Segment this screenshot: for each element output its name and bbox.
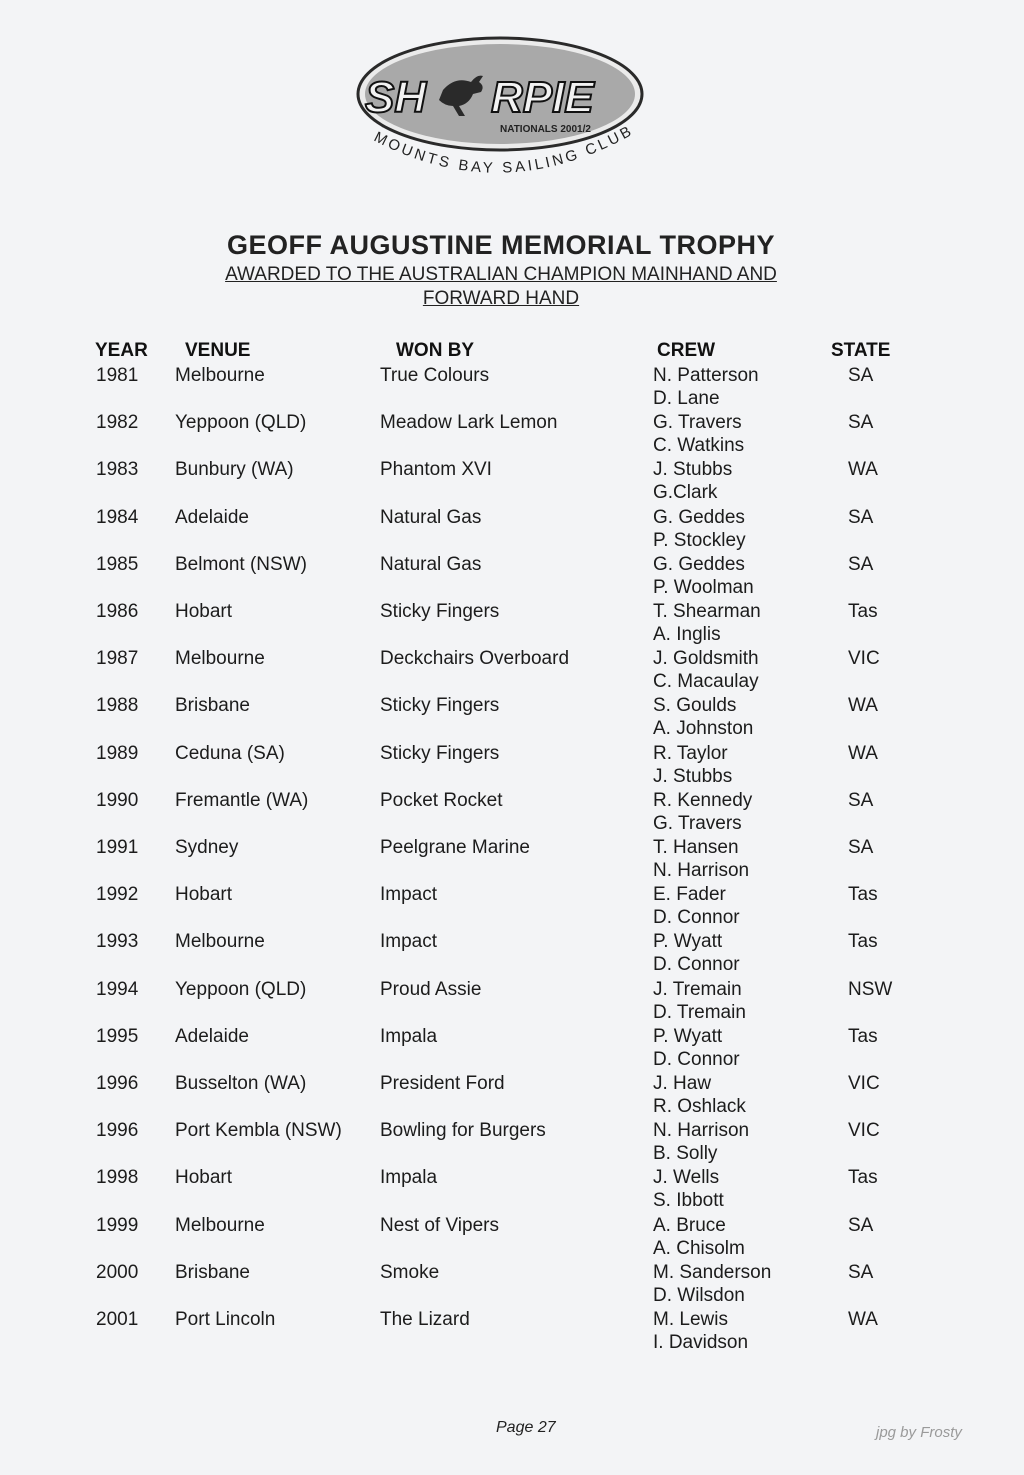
row-venue: Brisbane [175, 1261, 250, 1283]
row-state: SA [848, 1214, 874, 1236]
row-venue: Port Kembla (NSW) [175, 1120, 342, 1142]
table-row [0, 1072, 1024, 1119]
row-crew-forward: C. Watkins [653, 435, 745, 457]
row-year: 1987 [96, 648, 139, 670]
row-crew-forward: D. Wilsdon [653, 1284, 745, 1306]
row-venue: Brisbane [175, 695, 250, 717]
row-crew-main: G. Geddes [653, 553, 745, 575]
row-crew-forward: S. Ibbott [653, 1190, 724, 1212]
row-won-by: Meadow Lark Lemon [380, 412, 558, 434]
row-venue: Yeppoon (QLD) [175, 978, 307, 1000]
row-year: 1993 [96, 931, 139, 953]
row-state: WA [848, 1309, 878, 1330]
table-row [0, 458, 1024, 505]
row-venue: Adelaide [175, 506, 249, 528]
row-state: SA [848, 837, 874, 858]
logo-text-left: SH [365, 73, 427, 122]
row-venue: Belmont (NSW) [175, 553, 307, 575]
row-crew-main: N. Patterson [653, 365, 759, 386]
subtitle-line-1: AWARDED TO THE AUSTRALIAN CHAMPION MAINHAND AND [225, 264, 777, 285]
row-year: 1981 [96, 365, 139, 386]
row-crew-main: J. Tremain [653, 978, 742, 1000]
row-venue: Sydney [175, 837, 239, 858]
row-crew-forward: B. Solly [653, 1143, 718, 1165]
logo-subtext: NATIONALS 2001/2 [500, 124, 591, 135]
row-won-by: Deckchairs Overboard [380, 648, 570, 670]
row-won-by: Sticky Fingers [380, 742, 500, 764]
row-won-by: Phantom XVI [380, 459, 492, 481]
row-year: 1982 [96, 412, 139, 434]
logo-graphic [355, 32, 655, 192]
row-state: VIC [848, 1073, 880, 1094]
row-crew-main: G. Travers [653, 412, 742, 434]
row-won-by: True Colours [380, 365, 490, 386]
row-crew-forward: A. Johnston [653, 718, 754, 740]
row-won-by: President Ford [380, 1073, 505, 1094]
page-subtitle [0, 263, 1002, 311]
row-year: 1992 [96, 884, 139, 906]
row-state: SA [848, 506, 874, 528]
table-row [0, 930, 1024, 977]
row-state: VIC [848, 648, 880, 670]
table-row [0, 694, 1024, 741]
table-row [0, 647, 1024, 694]
row-won-by: Impala [380, 1167, 438, 1189]
table-row [0, 553, 1024, 600]
row-state: NSW [848, 978, 893, 1000]
row-crew-forward: D. Connor [653, 954, 740, 976]
row-state: Tas [848, 601, 878, 622]
row-venue: Adelaide [175, 1025, 249, 1047]
row-crew-forward: G. Travers [653, 812, 742, 834]
row-crew-forward: J. Stubbs [653, 765, 733, 787]
table-row [0, 1119, 1024, 1166]
row-won-by: Sticky Fingers [380, 601, 500, 622]
row-year: 1995 [96, 1025, 139, 1047]
table-row [0, 600, 1024, 647]
row-crew-main: R. Taylor [653, 742, 728, 764]
table-row [0, 506, 1024, 553]
row-venue: Hobart [175, 601, 233, 622]
header-year: YEAR [95, 340, 148, 361]
table-row [0, 742, 1024, 789]
row-crew-forward: P. Stockley [653, 529, 746, 551]
table-row [0, 1025, 1024, 1072]
row-venue: Fremantle (WA) [175, 789, 309, 811]
row-state: VIC [848, 1120, 880, 1142]
row-state: Tas [848, 931, 878, 953]
row-crew-forward: N. Harrison [653, 860, 750, 881]
row-crew-forward: C. Macaulay [653, 671, 759, 693]
row-crew-forward: A. Chisolm [653, 1237, 745, 1259]
row-won-by: The Lizard [380, 1309, 470, 1330]
table-row [0, 978, 1024, 1025]
row-year: 1999 [96, 1214, 139, 1236]
row-venue: Ceduna (SA) [175, 742, 285, 764]
row-crew-main: M. Sanderson [653, 1261, 772, 1283]
row-won-by: Bowling for Burgers [380, 1120, 546, 1142]
row-crew-forward: D. Connor [653, 1048, 740, 1070]
row-crew-main: J. Stubbs [653, 459, 733, 481]
row-state: WA [848, 742, 878, 764]
row-state: WA [848, 459, 878, 481]
row-crew-main: P. Wyatt [653, 931, 723, 953]
row-year: 2001 [96, 1309, 139, 1330]
header-crew: CREW [657, 340, 716, 361]
row-crew-main: R. Kennedy [653, 789, 753, 811]
page-title: GEOFF AUGUSTINE MEMORIAL TROPHY [226, 230, 775, 260]
row-year: 1984 [96, 506, 139, 528]
row-crew-main: G. Geddes [653, 506, 745, 528]
row-state: SA [848, 412, 874, 434]
row-crew-main: J. Goldsmith [653, 648, 759, 670]
row-crew-forward: D. Connor [653, 907, 740, 929]
table-row [0, 1261, 1024, 1308]
row-year: 1990 [96, 789, 139, 811]
page-number: Page 27 [496, 1419, 556, 1436]
row-state: SA [848, 553, 874, 575]
row-crew-forward: R. Oshlack [653, 1096, 746, 1117]
row-won-by: Proud Assie [380, 978, 482, 1000]
subtitle-line-2: FORWARD HAND [422, 288, 580, 309]
row-venue: Port Lincoln [175, 1309, 276, 1330]
row-state: Tas [848, 1025, 878, 1047]
row-won-by: Natural Gas [380, 553, 482, 575]
row-year: 1996 [96, 1073, 139, 1094]
row-venue: Busselton (WA) [175, 1073, 307, 1094]
row-year: 1988 [96, 695, 139, 717]
row-won-by: Impact [380, 931, 438, 953]
row-won-by: Impala [380, 1025, 438, 1047]
row-crew-forward: D. Lane [653, 388, 720, 409]
row-crew-main: A. Bruce [653, 1214, 726, 1236]
row-state: Tas [848, 1167, 878, 1189]
row-won-by: Smoke [380, 1261, 440, 1283]
row-year: 1986 [96, 601, 139, 622]
row-crew-main: E. Fader [653, 884, 726, 906]
row-year: 1991 [96, 837, 139, 858]
row-crew-main: P. Wyatt [653, 1025, 723, 1047]
row-crew-main: S. Goulds [653, 695, 737, 717]
row-won-by: Pocket Rocket [380, 789, 503, 811]
table-row [0, 883, 1024, 930]
row-crew-main: T. Shearman [653, 601, 761, 622]
row-state: SA [848, 789, 874, 811]
table-row [0, 364, 1024, 411]
row-crew-main: M. Lewis [653, 1309, 728, 1330]
row-venue: Hobart [175, 884, 233, 906]
row-venue: Melbourne [175, 931, 265, 953]
table-row [0, 1166, 1024, 1213]
row-won-by: Peelgrane Marine [380, 837, 530, 858]
row-crew-main: J. Wells [653, 1167, 720, 1189]
header-won-by: WON BY [396, 340, 475, 361]
row-crew-forward: D. Tremain [653, 1001, 746, 1023]
row-state: WA [848, 695, 878, 717]
row-year: 1983 [96, 459, 139, 481]
table-row [0, 411, 1024, 458]
table-row [0, 789, 1024, 836]
row-year: 1985 [96, 553, 139, 575]
header-state: STATE [831, 340, 891, 361]
row-won-by: Sticky Fingers [380, 695, 500, 717]
row-won-by: Impact [380, 884, 438, 906]
row-won-by: Nest of Vipers [380, 1214, 499, 1236]
row-crew-forward: G.Clark [653, 482, 718, 504]
header-venue: VENUE [185, 340, 251, 361]
row-won-by: Natural Gas [380, 506, 482, 528]
row-state: SA [848, 365, 874, 386]
table-row [0, 1214, 1024, 1261]
row-crew-main: T. Hansen [653, 837, 739, 858]
row-venue: Hobart [175, 1167, 233, 1189]
row-crew-main: N. Harrison [653, 1120, 750, 1142]
table-row [0, 836, 1024, 883]
table-row [0, 1308, 1024, 1355]
row-crew-forward: P. Woolman [653, 576, 754, 598]
row-venue: Melbourne [175, 1214, 265, 1236]
row-state: SA [848, 1261, 874, 1283]
row-year: 1989 [96, 742, 139, 764]
row-year: 1996 [96, 1120, 139, 1142]
logo-text-right: RPIE [491, 73, 594, 122]
row-crew-forward: A. Inglis [653, 624, 721, 645]
row-year: 2000 [96, 1261, 139, 1283]
sharpie-logo [355, 32, 655, 192]
row-venue: Melbourne [175, 365, 265, 386]
row-venue: Melbourne [175, 648, 265, 670]
row-venue: Bunbury (WA) [175, 459, 294, 481]
row-venue: Yeppoon (QLD) [175, 412, 307, 434]
row-year: 1994 [96, 978, 139, 1000]
logo-arc-text: MOUNTS BAY SAILING CLUB [371, 121, 637, 177]
row-year: 1998 [96, 1167, 139, 1189]
row-state: Tas [848, 884, 878, 906]
row-crew-forward: I. Davidson [653, 1332, 749, 1353]
row-crew-main: J. Haw [653, 1073, 712, 1094]
photo-credit: jpg by Frosty [876, 1424, 962, 1441]
